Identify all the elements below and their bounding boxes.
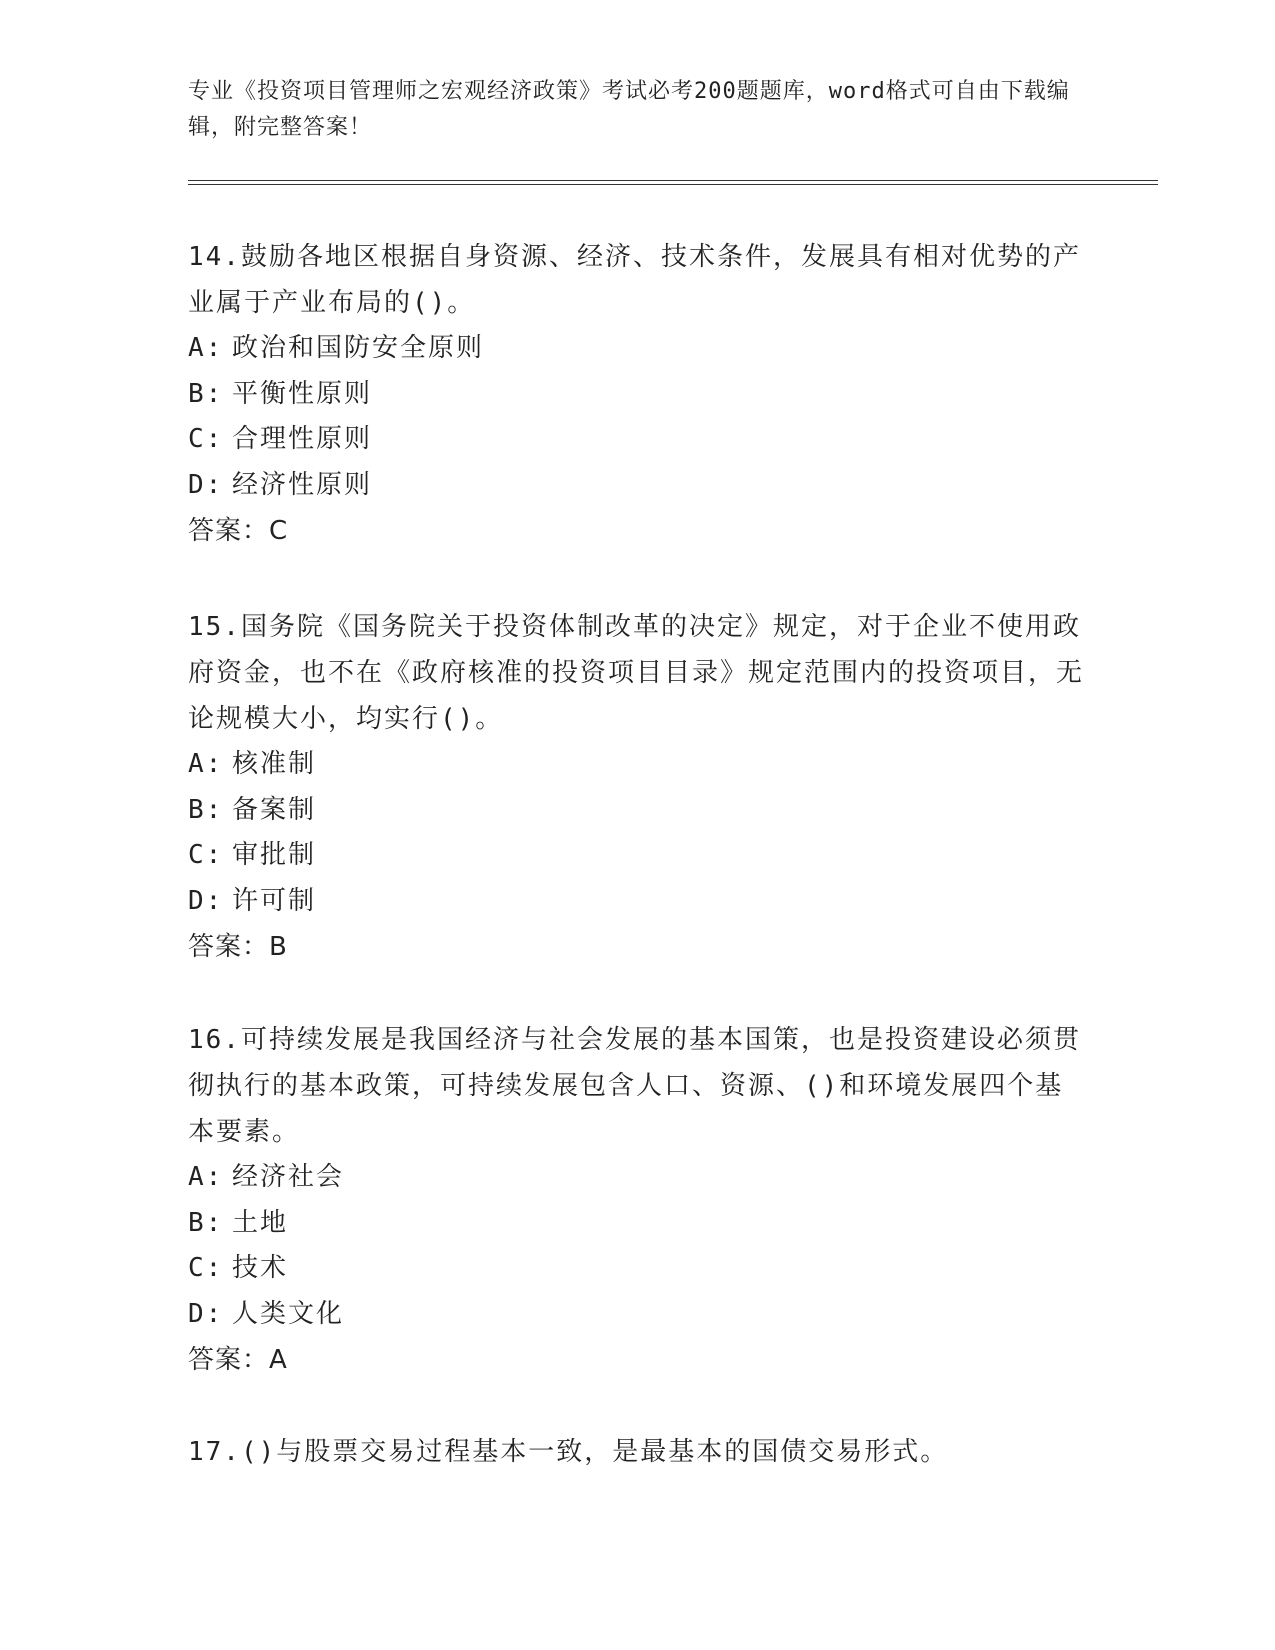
option-text: 许可制 (232, 885, 317, 916)
header-text: 专业《投资项目管理师之宏观经济政策》考试必考200题题库，word格式可自由下载编辑，附完整答案！ (188, 79, 1070, 140)
option-a (188, 326, 1088, 372)
option-text: 政治和国防安全原则 (232, 333, 485, 363)
option-key: B: (188, 378, 224, 409)
option-text: 土地 (232, 1207, 289, 1238)
option-text: 经济社会 (232, 1162, 345, 1192)
option-key: C: (188, 424, 224, 454)
document-header (188, 74, 1088, 146)
answer-label: 答案： (188, 1345, 270, 1375)
answer-line (188, 1337, 1088, 1383)
option-text: 平衡性原则 (232, 378, 373, 409)
answer-label: 答案： (188, 516, 270, 546)
header-divider-bottom (188, 184, 1158, 185)
option-c (188, 1246, 1088, 1292)
question-17 (188, 1429, 1088, 1475)
option-d (188, 1292, 1088, 1338)
option-b (188, 788, 1088, 834)
option-text: 合理性原则 (232, 424, 373, 454)
option-text: 技术 (232, 1253, 289, 1283)
option-key: D: (188, 1298, 224, 1329)
option-a (188, 1155, 1088, 1201)
question-16 (188, 1017, 1088, 1383)
option-key: D: (188, 885, 224, 916)
option-key: C: (188, 840, 224, 870)
option-c (188, 833, 1088, 879)
option-text: 经济性原则 (232, 469, 373, 500)
option-key: C: (188, 1253, 224, 1283)
option-key: A: (188, 333, 224, 363)
answer-line (188, 508, 1088, 554)
question-stem: 17.()与股票交易过程基本一致，是最基本的国债交易形式。 (188, 1437, 949, 1467)
option-d (188, 879, 1088, 925)
option-key: A: (188, 749, 224, 779)
option-b (188, 1201, 1088, 1247)
option-b (188, 372, 1088, 418)
option-d (188, 463, 1088, 509)
answer-label: 答案： (188, 932, 270, 962)
question-15 (188, 604, 1088, 970)
option-c (188, 417, 1088, 463)
option-text: 审批制 (232, 840, 317, 870)
question-stem: 16.可持续发展是我国经济与社会发展的基本国策，也是投资建设必须贯彻执行的基本政策，可持续发展包含人口、资源、()和环境发展四个基本要素。 (188, 1025, 1081, 1147)
option-key: B: (188, 1207, 224, 1238)
question-stem: 14.鼓励各地区根据自身资源、经济、技术条件，发展具有相对优势的产业属于产业布局的()。 (188, 242, 1081, 318)
option-a (188, 742, 1088, 788)
option-text: 核准制 (232, 749, 317, 779)
question-14 (188, 234, 1088, 554)
answer-value: B (269, 932, 288, 962)
option-key: B: (188, 794, 224, 825)
question-stem: 15.国务院《国务院关于投资体制改革的决定》规定，对于企业不使用政府资金，也不在《政府核准的投资项目目录》规定范围内的投资项目，无论规模大小，均实行()。 (188, 612, 1085, 734)
option-key: A: (188, 1162, 224, 1192)
header-divider-top (188, 180, 1158, 181)
answer-value: C (269, 516, 289, 546)
answer-line (188, 924, 1088, 970)
option-key: D: (188, 469, 224, 500)
answer-value: A (269, 1345, 288, 1375)
option-text: 备案制 (232, 794, 317, 825)
option-text: 人类文化 (232, 1298, 345, 1329)
